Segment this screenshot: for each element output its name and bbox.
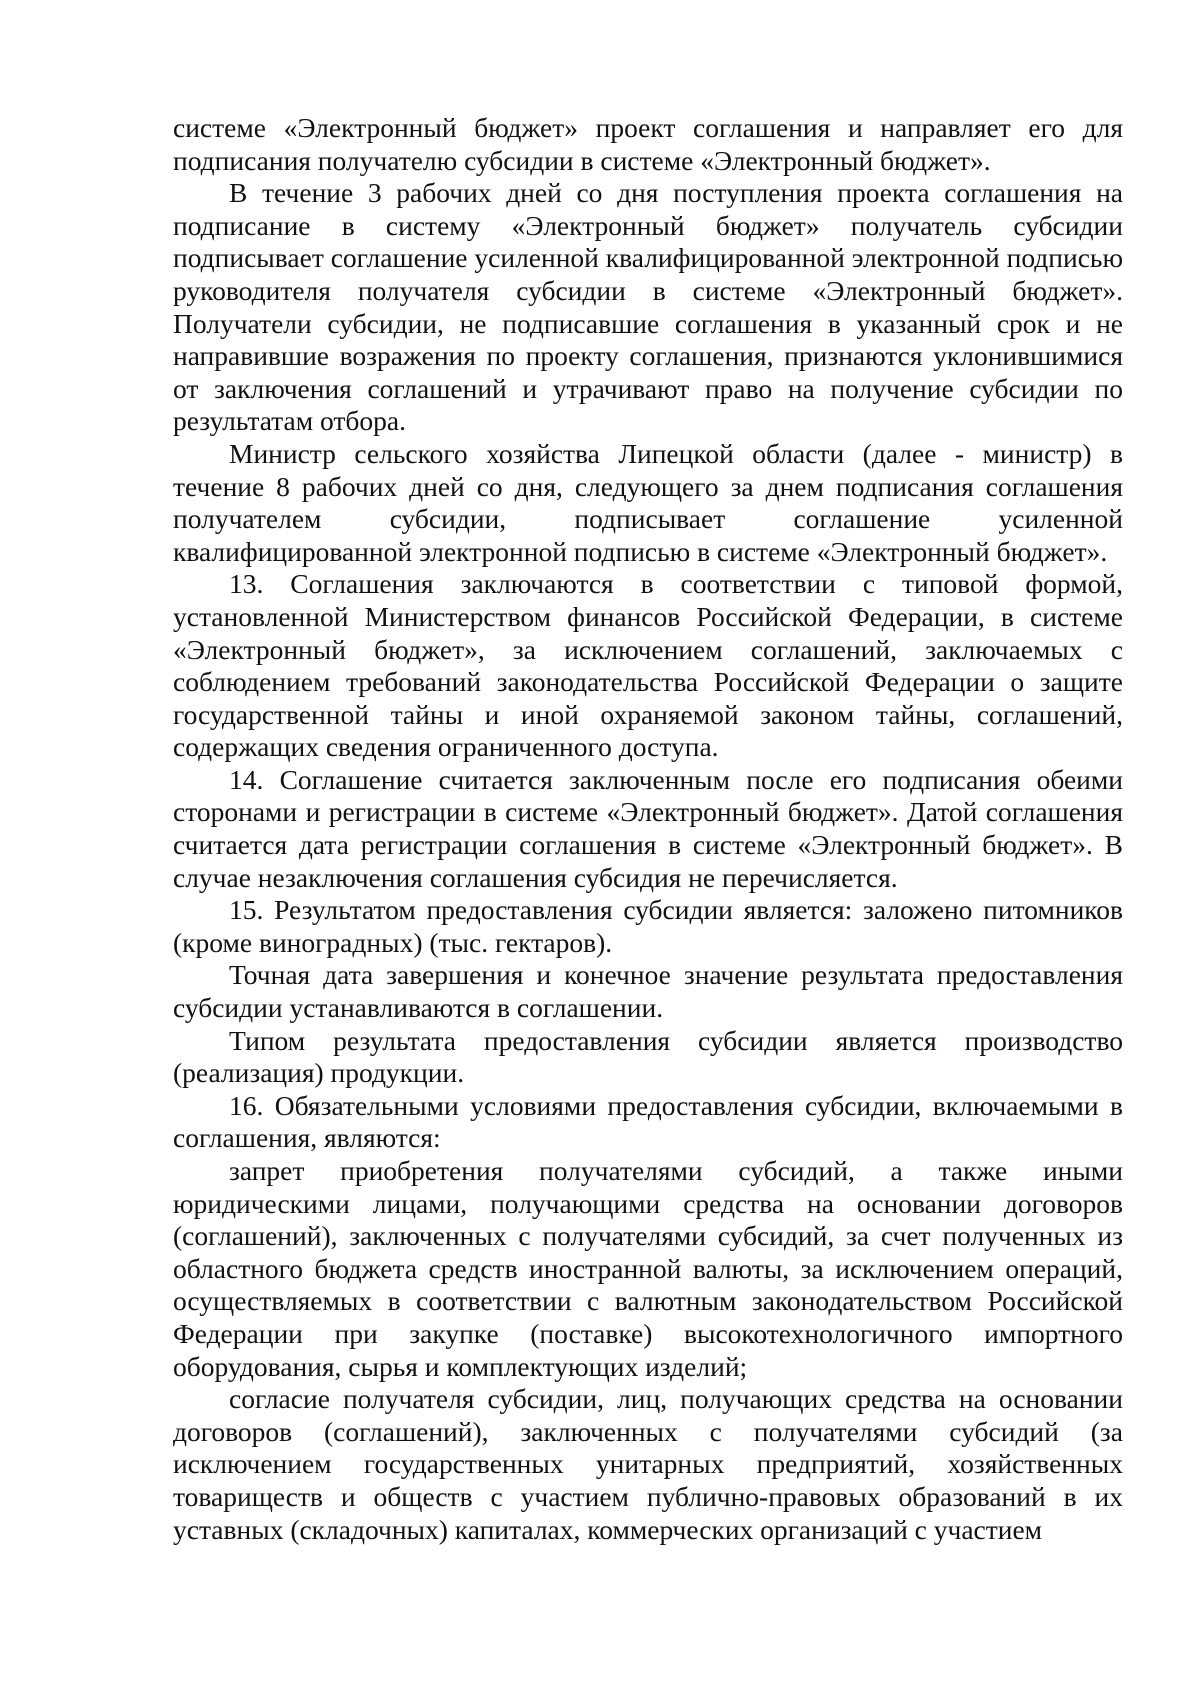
paragraph-item-13: 13. Соглашения заключаются в соответствии с типовой формой, установленной Министерством финансов Российской Федерации, в системе «Электронный бюджет», за исключением соглашений, заключаемых с соблюдением требований законодательства Российской Федерации о защите государственной тайны и иной охраняемой законом тайны, соглашений, содержащих сведения ограниченного доступа. [173,568,1123,763]
paragraph-item-16: 16. Обязательными условиями предоставления субсидии, включаемыми в соглашения, являются: [173,1089,1123,1154]
paragraph-item-15: 15. Результатом предоставления субсидии является: заложено питомников (кроме виноградных) (тыс. гектаров). [173,894,1123,958]
paragraph-consent: согласие получателя субсидии, лиц, получающих средства на основании договоров (соглашений), заключенных с получателями субсидий (за исключением государственных унитарных предприятий, хозяйственных товариществ и обществ с участием публично-правовых образований в их уставных (складочных) капиталах, коммерческих организаций с участием [173,1383,1123,1545]
paragraph-result-date: Точная дата завершения и конечное значение результата предоставления субсидии устанавливаются в соглашении. [173,959,1123,1024]
paragraph-signing-deadline: В течение 3 рабочих дней со дня поступления проекта соглашения на подписание в систему «Электронный бюджет» получатель субсидии подписывает соглашение усиленной квалифицированной электронной подписью руководителя получателя субсидии в системе «Электронный бюджет». Получатели субсидии, не подписавшие соглашения в указанный срок и не направившие возражения по проекту соглашения, признаются уклонившимися от заключения соглашений и утрачивают право на получение субсидии по результатам отбора. [173,177,1123,437]
document-page [173,112,1123,1546]
paragraph-item-14: 14. Соглашение считается заключенным после его подписания обеими сторонами и регистрации в системе «Электронный бюджет». Датой соглашения считается дата регистрации соглашения в системе «Электронный бюджет». В случае незаключения соглашения субсидия не перечисляется. [173,763,1123,893]
paragraph-continuation: системе «Электронный бюджет» проект соглашения и направляет его для подписания получателю субсидии в системе «Электронный бюджет». [173,112,1123,176]
paragraph-currency-ban: запрет приобретения получателями субсидий, а также иными юридическими лицами, получающими средства на основании договоров (соглашений), заключенных с получателями субсидий, за счет полученных из областного бюджета средств иностранной валюты, за исключением операций, осуществляемых в соответствии с валютным законодательством Российской Федерации при закупке (поставке) высокотехнологичного импортного оборудования, сырья и комплектующих изделий; [173,1155,1123,1382]
paragraph-result-type: Типом результата предоставления субсидии является производство (реализация) продукции. [173,1024,1123,1089]
paragraph-minister-signing: Министр сельского хозяйства Липецкой области (далее - министр) в течение 8 рабочих дней со дня, следующего за днем подписания соглашения получателем субсидии, подписывает соглашение усиленной квалифицированной электронной подписью в системе «Электронный бюджет». [173,437,1123,567]
